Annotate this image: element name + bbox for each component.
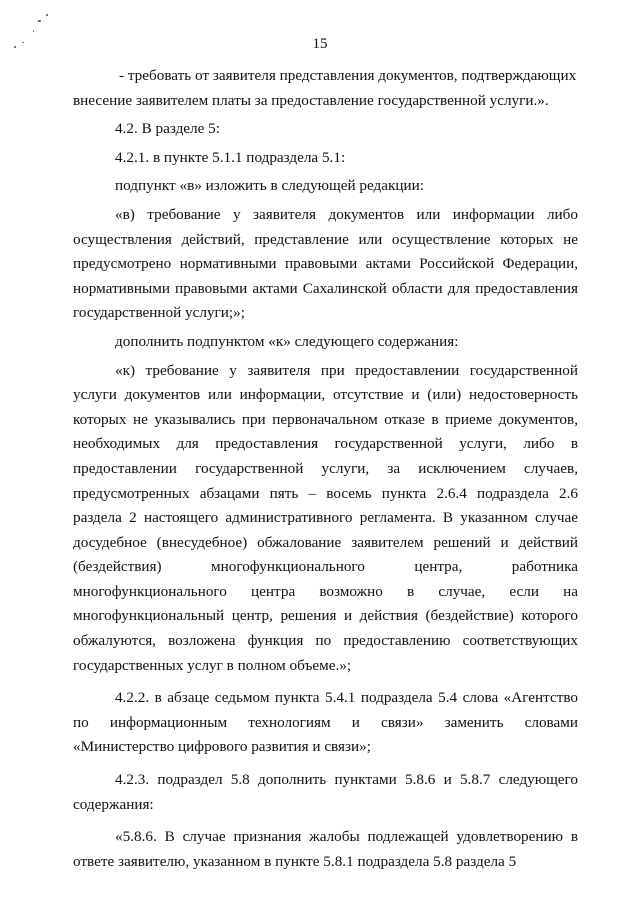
page-number: 15 bbox=[312, 36, 328, 52]
paragraph: «в) требование у заявителя документов или информации либо осуществления действий, представление или осуществление которых не предусмотрено нормативными правовыми актами Российской Федерации, нормативными правовыми актами Сахалинской области для предоставления государственной услуги;»; bbox=[73, 205, 578, 322]
paragraph: подпункт «в» изложить в следующей редакции: bbox=[115, 177, 424, 195]
body-text bbox=[73, 64, 578, 874]
paragraph: 4.2.3. подраздел 5.8 дополнить пунктами 5.8.6 и 5.8.7 следующего содержания: bbox=[73, 771, 578, 813]
scan-speck bbox=[38, 20, 41, 22]
paragraph: «к) требование у заявителя при предоставлении государственной услуги документов или информации, отсутствие и (или) недостоверность которых не указывались при первоначальном отказе в приеме документов, необходимых для предоставления государственной услуги, либо в предоставлении государственной услуги, за исключением случаев, предусмотренных абзацами пять – восемь пункта 2.6.4 подраздела 2.6 раздела 2 настоящего административного регламента. В указанном случае досудебное (внесудебное) обжалование заявителем решений и действий (бездействия) многофункционального центра, работника многофункционального центра возможно в случае, если на многофункциональный центр, решения и действия (бездействие) которого обжалуются, возложена функция по предоставлению соответствующих государственных услуг в полном объеме.»; bbox=[73, 361, 578, 674]
paragraph: «5.8.6. В случае признания жалобы подлежащей удовлетворению в ответе заявителю, указанном в пункте 5.8.1 подраздела 5.8 раздела 5 bbox=[73, 828, 578, 870]
scan-speck bbox=[46, 14, 48, 16]
paragraph: 4.2. В разделе 5: bbox=[115, 120, 220, 138]
scan-speck bbox=[33, 30, 34, 32]
paragraph: 4.2.1. в пункте 5.1.1 подраздела 5.1: bbox=[115, 148, 346, 166]
paragraph: - требовать от заявителя представления документов, подтверждающих внесение заявителем платы за предоставление государственной услуги.». bbox=[73, 67, 577, 109]
paragraph: дополнить подпунктом «к» следующего содержания: bbox=[115, 332, 459, 350]
paragraph: 4.2.2. в абзаце седьмом пункта 5.4.1 подраздела 5.4 слова «Агентство по информационным технологиям и связи» заменить словами «Министерство цифрового развития и связи»; bbox=[73, 689, 578, 756]
